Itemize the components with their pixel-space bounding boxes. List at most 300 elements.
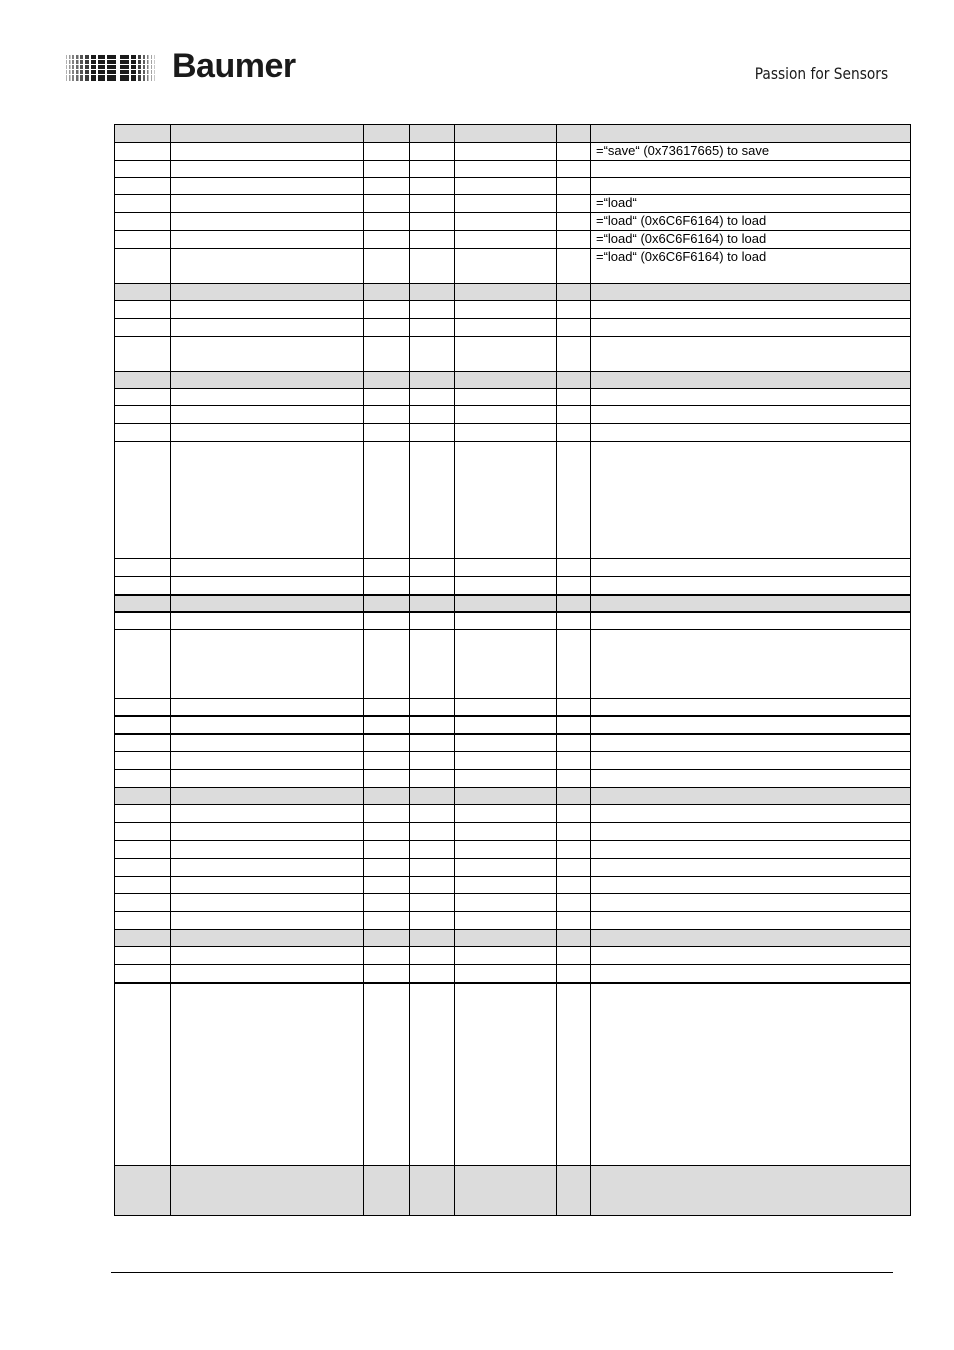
table-cell bbox=[557, 372, 591, 389]
table-cell bbox=[115, 195, 171, 213]
table-cell bbox=[455, 752, 557, 770]
table-cell bbox=[591, 630, 911, 699]
table-cell bbox=[557, 612, 591, 630]
table-row bbox=[115, 178, 911, 195]
table-cell: =“load“ (0x6C6F6164) to load bbox=[591, 231, 911, 249]
table-cell bbox=[364, 389, 410, 406]
table-cell bbox=[410, 983, 455, 1166]
table-cell bbox=[591, 983, 911, 1166]
table-cell bbox=[455, 595, 557, 612]
table-cell bbox=[364, 337, 410, 372]
table-cell bbox=[410, 319, 455, 337]
table-cell bbox=[410, 577, 455, 595]
table-cell bbox=[455, 161, 557, 178]
table-cell bbox=[115, 424, 171, 442]
table-cell bbox=[115, 595, 171, 612]
table-cell bbox=[115, 559, 171, 577]
table-cell bbox=[591, 406, 911, 424]
table-cell bbox=[410, 442, 455, 559]
section-header-row bbox=[115, 125, 911, 143]
table-cell bbox=[591, 841, 911, 859]
table-cell bbox=[171, 389, 364, 406]
table-cell bbox=[455, 143, 557, 161]
table-cell bbox=[364, 213, 410, 231]
table-cell bbox=[557, 125, 591, 143]
footer-rule bbox=[111, 1272, 893, 1273]
table-cell bbox=[364, 195, 410, 213]
table-cell bbox=[410, 947, 455, 965]
table-row bbox=[115, 424, 911, 442]
table-row bbox=[115, 699, 911, 716]
table-cell bbox=[364, 877, 410, 894]
table-cell bbox=[364, 406, 410, 424]
table-cell bbox=[557, 983, 591, 1166]
table-cell bbox=[557, 231, 591, 249]
table-cell bbox=[410, 161, 455, 178]
table-cell bbox=[171, 337, 364, 372]
table-cell bbox=[115, 630, 171, 699]
table-cell bbox=[115, 930, 171, 947]
table-cell bbox=[557, 389, 591, 406]
table-cell bbox=[171, 841, 364, 859]
table-cell bbox=[115, 805, 171, 823]
table-row bbox=[115, 965, 911, 983]
table-cell bbox=[591, 442, 911, 559]
table-cell bbox=[115, 301, 171, 319]
table-cell bbox=[455, 788, 557, 805]
table-row bbox=[115, 319, 911, 337]
table-cell bbox=[591, 612, 911, 630]
table-row bbox=[115, 841, 911, 859]
table-cell bbox=[410, 231, 455, 249]
table-row bbox=[115, 630, 911, 699]
table-cell bbox=[171, 284, 364, 301]
table-cell bbox=[171, 734, 364, 752]
table-cell bbox=[410, 424, 455, 442]
table-row bbox=[115, 912, 911, 930]
table-cell bbox=[410, 823, 455, 841]
table-cell bbox=[115, 612, 171, 630]
table-row bbox=[115, 337, 911, 372]
table-cell bbox=[455, 983, 557, 1166]
table-cell bbox=[410, 284, 455, 301]
table-cell bbox=[171, 319, 364, 337]
table-cell bbox=[591, 770, 911, 788]
section-header-row bbox=[115, 372, 911, 389]
section-header-row bbox=[115, 1166, 911, 1216]
table-cell bbox=[455, 125, 557, 143]
table-cell bbox=[557, 213, 591, 231]
table-cell bbox=[557, 930, 591, 947]
table-cell bbox=[364, 752, 410, 770]
table-cell bbox=[591, 805, 911, 823]
table-cell bbox=[455, 406, 557, 424]
table-cell bbox=[171, 424, 364, 442]
table-cell bbox=[115, 231, 171, 249]
table-cell bbox=[591, 577, 911, 595]
table-cell bbox=[557, 965, 591, 983]
table-row bbox=[115, 752, 911, 770]
table-cell bbox=[455, 630, 557, 699]
table-cell: =“load“ bbox=[591, 195, 911, 213]
table-row bbox=[115, 143, 911, 161]
table-cell bbox=[171, 716, 364, 734]
table-cell bbox=[364, 301, 410, 319]
table-cell bbox=[364, 249, 410, 284]
table-cell bbox=[410, 716, 455, 734]
table-cell bbox=[591, 930, 911, 947]
table-cell bbox=[115, 983, 171, 1166]
table-cell bbox=[115, 406, 171, 424]
table-cell bbox=[455, 841, 557, 859]
table-cell bbox=[557, 143, 591, 161]
table-cell bbox=[410, 178, 455, 195]
table-cell bbox=[410, 912, 455, 930]
table-cell bbox=[410, 630, 455, 699]
table-cell bbox=[364, 894, 410, 912]
table-cell bbox=[364, 161, 410, 178]
table-cell bbox=[591, 178, 911, 195]
table-cell bbox=[410, 301, 455, 319]
table-row bbox=[115, 195, 911, 213]
table-cell bbox=[115, 788, 171, 805]
table-cell bbox=[115, 912, 171, 930]
table-cell bbox=[171, 912, 364, 930]
table-cell bbox=[455, 805, 557, 823]
table-cell bbox=[557, 805, 591, 823]
table-cell bbox=[557, 161, 591, 178]
table-cell bbox=[591, 823, 911, 841]
table-cell bbox=[364, 859, 410, 877]
table-cell bbox=[591, 699, 911, 716]
table-cell bbox=[557, 301, 591, 319]
table-row bbox=[115, 249, 911, 284]
table-cell bbox=[557, 841, 591, 859]
table-cell bbox=[171, 930, 364, 947]
table-cell bbox=[364, 930, 410, 947]
table-row bbox=[115, 770, 911, 788]
table-cell bbox=[557, 595, 591, 612]
table-cell bbox=[115, 965, 171, 983]
table-cell bbox=[410, 143, 455, 161]
table-row bbox=[115, 612, 911, 630]
table-row bbox=[115, 559, 911, 577]
table-row bbox=[115, 406, 911, 424]
table-cell bbox=[557, 877, 591, 894]
table-cell bbox=[364, 716, 410, 734]
table-cell bbox=[115, 161, 171, 178]
table-cell bbox=[455, 716, 557, 734]
section-header-row bbox=[115, 788, 911, 805]
table-cell bbox=[455, 859, 557, 877]
table-cell bbox=[115, 716, 171, 734]
table-cell bbox=[364, 125, 410, 143]
table-cell bbox=[455, 249, 557, 284]
table-cell bbox=[591, 559, 911, 577]
table-cell bbox=[171, 213, 364, 231]
table-cell bbox=[171, 805, 364, 823]
table-cell bbox=[455, 301, 557, 319]
table-row bbox=[115, 734, 911, 752]
table-cell bbox=[455, 389, 557, 406]
table-cell bbox=[557, 734, 591, 752]
table-cell bbox=[455, 877, 557, 894]
table-cell bbox=[364, 178, 410, 195]
table-cell bbox=[410, 406, 455, 424]
table-cell bbox=[410, 841, 455, 859]
table-cell bbox=[171, 301, 364, 319]
table-cell bbox=[171, 372, 364, 389]
table-cell bbox=[115, 337, 171, 372]
table-cell bbox=[364, 595, 410, 612]
table-cell bbox=[115, 734, 171, 752]
table-cell bbox=[410, 125, 455, 143]
table-cell bbox=[410, 213, 455, 231]
table-cell bbox=[455, 912, 557, 930]
table-cell bbox=[171, 161, 364, 178]
table-cell bbox=[171, 983, 364, 1166]
table-cell bbox=[455, 930, 557, 947]
table-cell bbox=[591, 595, 911, 612]
table-cell bbox=[410, 337, 455, 372]
table-cell bbox=[455, 612, 557, 630]
table-cell bbox=[364, 965, 410, 983]
table-cell bbox=[364, 823, 410, 841]
table-cell bbox=[455, 965, 557, 983]
table-cell bbox=[455, 559, 557, 577]
table-cell bbox=[557, 823, 591, 841]
table-cell bbox=[364, 143, 410, 161]
table-cell bbox=[455, 894, 557, 912]
table-cell bbox=[591, 125, 911, 143]
table-cell bbox=[410, 595, 455, 612]
table-cell bbox=[171, 595, 364, 612]
table-cell bbox=[591, 859, 911, 877]
table-cell bbox=[171, 699, 364, 716]
table-cell bbox=[410, 612, 455, 630]
table-row bbox=[115, 577, 911, 595]
table-cell bbox=[455, 1166, 557, 1216]
table-cell bbox=[591, 947, 911, 965]
table-cell bbox=[364, 983, 410, 1166]
table-cell bbox=[591, 301, 911, 319]
table-cell bbox=[455, 284, 557, 301]
table-cell bbox=[591, 284, 911, 301]
table-cell bbox=[557, 284, 591, 301]
table-cell bbox=[591, 337, 911, 372]
table-cell bbox=[410, 877, 455, 894]
table-cell bbox=[171, 823, 364, 841]
table-cell bbox=[364, 912, 410, 930]
table-cell bbox=[115, 319, 171, 337]
table-cell bbox=[557, 559, 591, 577]
table-cell bbox=[410, 1166, 455, 1216]
table-cell bbox=[171, 195, 364, 213]
table-cell bbox=[171, 894, 364, 912]
table-row bbox=[115, 894, 911, 912]
table-row bbox=[115, 161, 911, 178]
table-cell bbox=[455, 195, 557, 213]
table-cell bbox=[364, 630, 410, 699]
table-cell bbox=[115, 752, 171, 770]
table-cell bbox=[171, 770, 364, 788]
table-cell bbox=[557, 630, 591, 699]
table-cell bbox=[410, 930, 455, 947]
table-row bbox=[115, 947, 911, 965]
table-cell bbox=[591, 912, 911, 930]
table-cell bbox=[364, 947, 410, 965]
table-cell bbox=[455, 699, 557, 716]
table-cell bbox=[115, 894, 171, 912]
table-row bbox=[115, 859, 911, 877]
table-row bbox=[115, 983, 911, 1166]
table-cell bbox=[364, 231, 410, 249]
table-cell bbox=[591, 965, 911, 983]
table-cell bbox=[557, 195, 591, 213]
section-header-row bbox=[115, 930, 911, 947]
table-cell bbox=[364, 424, 410, 442]
table-cell bbox=[171, 178, 364, 195]
table-cell bbox=[115, 823, 171, 841]
table-cell bbox=[115, 284, 171, 301]
table-cell bbox=[591, 877, 911, 894]
table-cell bbox=[171, 788, 364, 805]
table-cell bbox=[171, 965, 364, 983]
table-cell bbox=[557, 716, 591, 734]
table-row bbox=[115, 389, 911, 406]
table-cell: =“save“ (0x73617665) to save bbox=[591, 143, 911, 161]
table-cell bbox=[410, 894, 455, 912]
table-cell bbox=[557, 178, 591, 195]
table-row bbox=[115, 805, 911, 823]
table-cell bbox=[115, 841, 171, 859]
table-cell bbox=[591, 1166, 911, 1216]
table-cell bbox=[115, 859, 171, 877]
table-cell bbox=[171, 125, 364, 143]
table-cell bbox=[171, 143, 364, 161]
table-cell bbox=[591, 424, 911, 442]
table-cell bbox=[410, 859, 455, 877]
table-cell bbox=[115, 442, 171, 559]
brand-name: Baumer bbox=[172, 47, 296, 85]
table-cell bbox=[557, 442, 591, 559]
table-cell bbox=[455, 231, 557, 249]
section-header-row bbox=[115, 284, 911, 301]
table-cell bbox=[591, 716, 911, 734]
table-cell bbox=[591, 788, 911, 805]
table-cell: =“load“ (0x6C6F6164) to load bbox=[591, 249, 911, 284]
section-header-row bbox=[115, 595, 911, 612]
table-cell bbox=[557, 859, 591, 877]
table-cell bbox=[171, 630, 364, 699]
table-cell bbox=[364, 559, 410, 577]
table-cell bbox=[364, 699, 410, 716]
table-cell bbox=[591, 389, 911, 406]
table-cell bbox=[557, 752, 591, 770]
table-cell bbox=[410, 734, 455, 752]
table-cell bbox=[410, 752, 455, 770]
table-cell bbox=[364, 577, 410, 595]
table-cell: =“load“ (0x6C6F6164) to load bbox=[591, 213, 911, 231]
table-cell bbox=[364, 319, 410, 337]
table-cell bbox=[171, 612, 364, 630]
table-row bbox=[115, 823, 911, 841]
table-cell bbox=[557, 770, 591, 788]
table-cell bbox=[410, 699, 455, 716]
tagline: Passion for Sensors bbox=[754, 64, 888, 83]
baumer-logo-mark-icon bbox=[66, 53, 160, 83]
table-cell bbox=[171, 442, 364, 559]
table-cell bbox=[557, 406, 591, 424]
table-cell bbox=[455, 319, 557, 337]
table-cell bbox=[115, 947, 171, 965]
table-cell bbox=[455, 823, 557, 841]
table-cell bbox=[364, 1166, 410, 1216]
table-row bbox=[115, 231, 911, 249]
table-cell bbox=[455, 424, 557, 442]
table-cell bbox=[591, 319, 911, 337]
table-cell bbox=[557, 424, 591, 442]
table-cell bbox=[171, 752, 364, 770]
table-cell bbox=[171, 406, 364, 424]
table-cell bbox=[115, 178, 171, 195]
table-cell bbox=[557, 249, 591, 284]
table-cell bbox=[557, 319, 591, 337]
table-cell bbox=[115, 699, 171, 716]
table-cell bbox=[557, 894, 591, 912]
table-cell bbox=[591, 752, 911, 770]
table-cell bbox=[455, 213, 557, 231]
table-cell bbox=[171, 859, 364, 877]
table-cell bbox=[171, 947, 364, 965]
table-cell bbox=[364, 770, 410, 788]
table-cell bbox=[364, 612, 410, 630]
table-cell bbox=[455, 337, 557, 372]
table-cell bbox=[115, 770, 171, 788]
table-cell bbox=[591, 161, 911, 178]
table-row bbox=[115, 877, 911, 894]
table-cell bbox=[410, 195, 455, 213]
table-cell bbox=[171, 559, 364, 577]
table-cell bbox=[364, 734, 410, 752]
table-cell bbox=[115, 125, 171, 143]
table-cell bbox=[455, 178, 557, 195]
table-cell bbox=[410, 965, 455, 983]
table-cell bbox=[171, 231, 364, 249]
table-cell bbox=[455, 577, 557, 595]
table-cell bbox=[171, 577, 364, 595]
table-cell bbox=[410, 805, 455, 823]
table-cell bbox=[591, 372, 911, 389]
table-cell bbox=[410, 372, 455, 389]
table-cell bbox=[455, 734, 557, 752]
table-cell bbox=[364, 372, 410, 389]
table-row bbox=[115, 213, 911, 231]
table-cell bbox=[115, 389, 171, 406]
table-cell bbox=[557, 912, 591, 930]
table-cell bbox=[410, 389, 455, 406]
table-cell bbox=[591, 894, 911, 912]
table-cell bbox=[171, 877, 364, 894]
table-cell bbox=[557, 337, 591, 372]
table-cell bbox=[410, 249, 455, 284]
table-cell bbox=[557, 699, 591, 716]
table-cell bbox=[115, 1166, 171, 1216]
table-cell bbox=[455, 770, 557, 788]
table-cell bbox=[410, 770, 455, 788]
table-cell bbox=[364, 284, 410, 301]
table-cell bbox=[115, 877, 171, 894]
